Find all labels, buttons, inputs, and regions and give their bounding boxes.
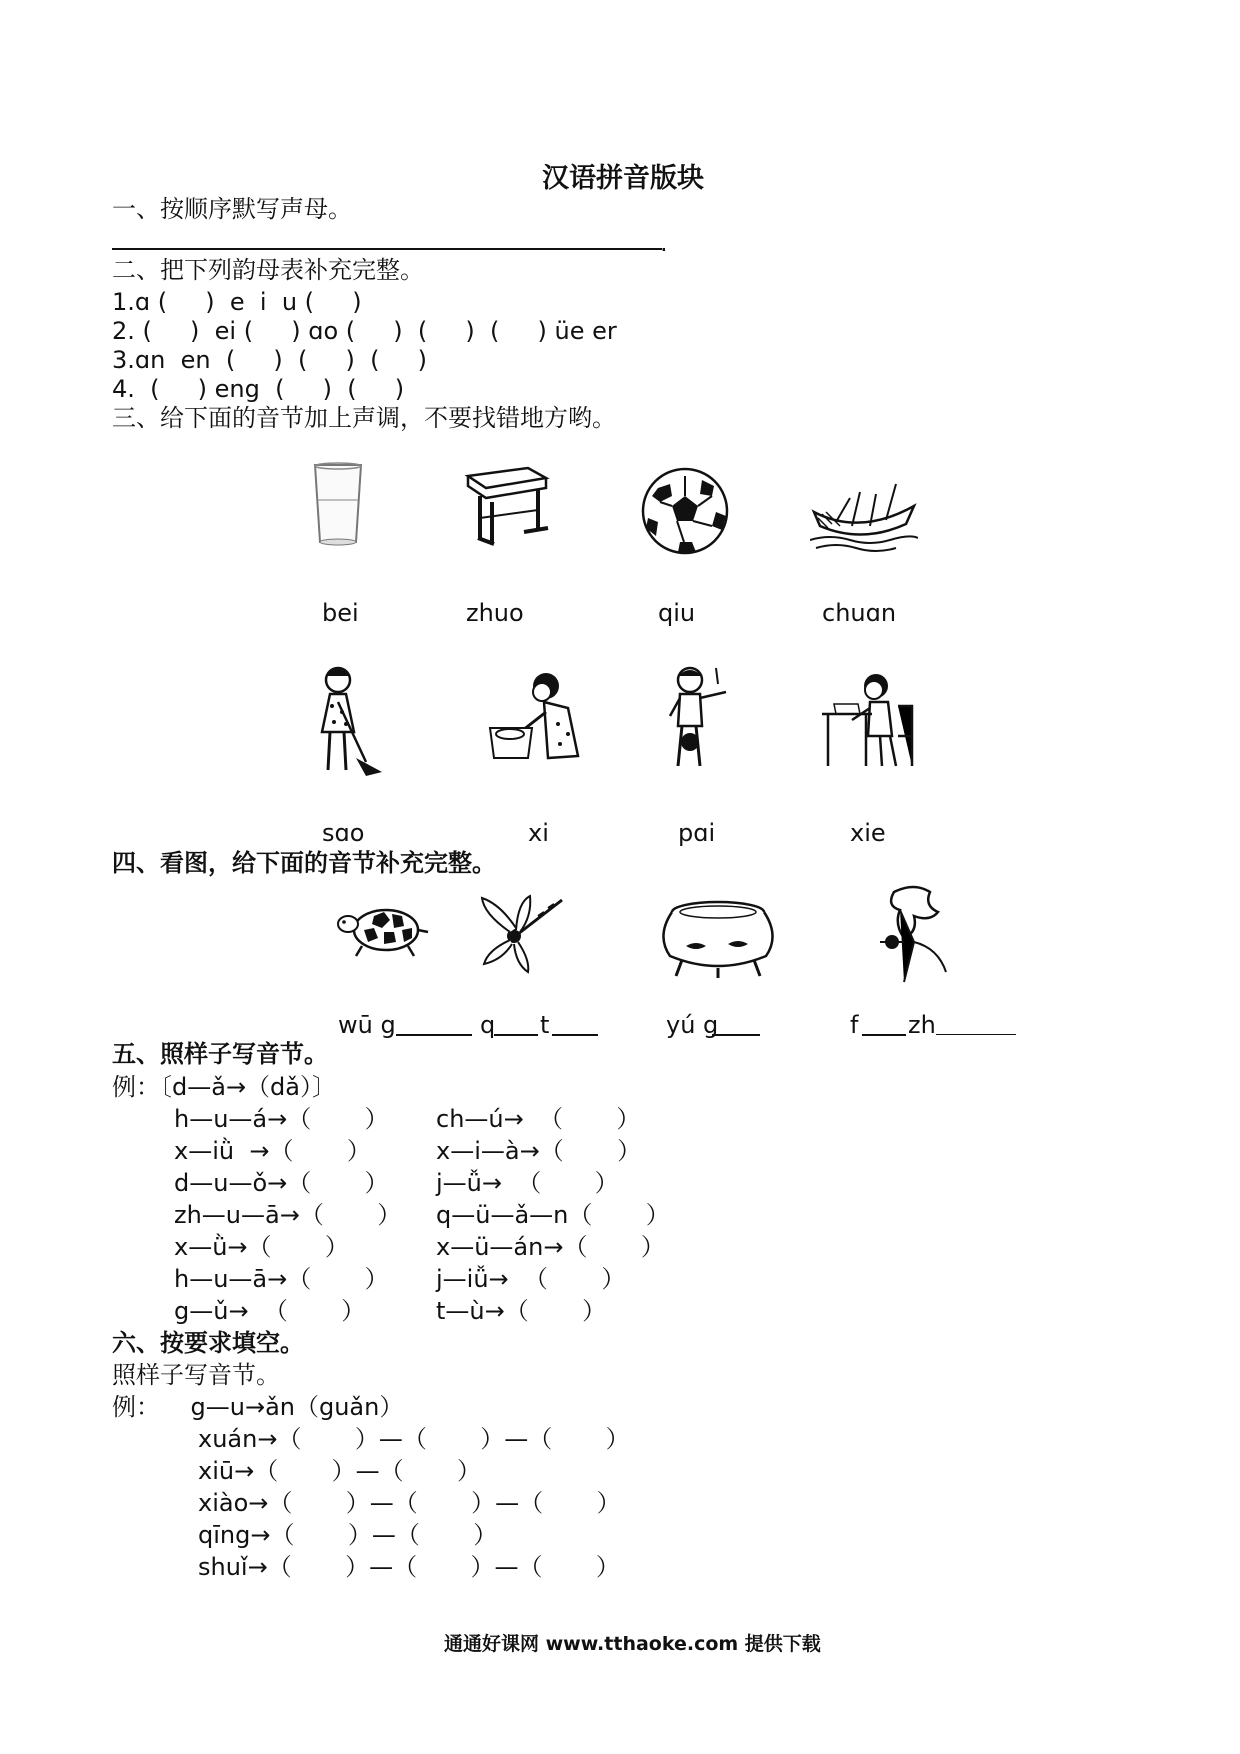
syllable-chuan: chuɑn <box>822 599 897 627</box>
syllable-qiu: qiu <box>658 599 696 627</box>
blank-line[interactable] <box>936 1034 1016 1035</box>
vowel-line-1: 1.ɑ ( ) e i u ( ) <box>112 288 362 316</box>
kite-picture <box>834 882 958 988</box>
glass-picture <box>312 462 364 546</box>
fill-yugang: yú g <box>666 1011 719 1039</box>
footer-source: 通通好课网 www.tthaoke.com 提供下载 <box>444 1633 821 1655</box>
section6-heading: 六、按要求填空。 <box>112 1329 304 1357</box>
exercise-right-5: x—ü—án→（ ） <box>436 1233 665 1261</box>
split-exercise-2: xiū→（ ）—（ ） <box>198 1457 481 1485</box>
fishbowl-picture <box>656 896 780 980</box>
split-exercise-1: xuán→（ ）—（ ）—（ ） <box>198 1425 630 1453</box>
exercise-left-3: d—u—ǒ→（ ） <box>174 1169 389 1197</box>
exercise-left-6: h—u—ā→（ ） <box>174 1265 389 1293</box>
turtle-picture <box>334 898 430 962</box>
fill-q: q <box>480 1011 496 1039</box>
blank-line[interactable] <box>552 1034 598 1036</box>
boat-picture <box>810 478 918 554</box>
split-exercise-3: xiào→（ ）—（ ）—（ ） <box>198 1489 621 1517</box>
exercise-left-7: g—ǔ→ （ ） <box>174 1297 366 1325</box>
blank-line[interactable] <box>862 1034 906 1036</box>
page-title: 汉语拼音版块 <box>542 163 704 194</box>
football-picture <box>640 466 730 556</box>
section6-subheading: 照样子写音节。 <box>112 1361 280 1389</box>
fill-f: f <box>850 1011 859 1039</box>
fill-t: t <box>540 1011 550 1039</box>
exercise-right-1: ch—ú→ （ ） <box>436 1105 641 1133</box>
boy-writing-picture <box>820 670 924 776</box>
fill-zh: zh <box>908 1011 936 1039</box>
section2-heading: 二、把下列韵母表补充完整。 <box>112 256 424 284</box>
vowel-line-3: 3.ɑn en ( ) ( ) ( ) <box>112 346 427 374</box>
fill-wugui: wū g <box>338 1011 396 1039</box>
exercise-right-2: x—i—à→（ ） <box>436 1137 642 1165</box>
section6-example: 例： g—u→ǎn（guǎn） <box>112 1393 404 1421</box>
blank-line[interactable] <box>712 1034 760 1036</box>
section5-example: 例：〔d—ǎ→（dǎ）〕 <box>112 1073 336 1101</box>
exercise-left-4: zh—u—ā→（ ） <box>174 1201 402 1229</box>
dragonfly-picture <box>478 894 568 974</box>
girl-sweeping-picture <box>316 662 388 780</box>
exercise-left-1: h—u—á→（ ） <box>174 1105 389 1133</box>
split-exercise-5: shuǐ→（ ）—（ ）—（ ） <box>198 1553 620 1581</box>
boy-ball-picture <box>660 664 738 776</box>
exercise-right-6: j—iǚ→ （ ） <box>436 1265 626 1293</box>
syllable-zhuo: zhuo <box>466 599 524 627</box>
syllable-xi: xi <box>528 819 549 847</box>
syllable-pai: pɑi <box>678 819 716 847</box>
desk-picture <box>458 462 550 554</box>
section4-heading: 四、看图，给下面的音节补充完整。 <box>112 849 496 877</box>
syllable-sao: sɑo <box>322 819 365 847</box>
section5-heading: 五、照样子写音节。 <box>112 1040 328 1068</box>
syllable-xie: xie <box>850 819 886 847</box>
vowel-line-2: 2. ( ) ei ( ) ɑo ( ) ( ) ( ) üe er <box>112 317 617 345</box>
exercise-right-7: t—ù→（ ） <box>436 1297 607 1325</box>
syllable-bei: bei <box>322 599 359 627</box>
exercise-right-4: q—ü—ǎ—n（ ） <box>436 1201 670 1229</box>
exercise-left-5: x—ǜ→（ ） <box>174 1233 349 1261</box>
exercise-right-3: j—ǚ→ （ ） <box>436 1169 619 1197</box>
section1-heading: 一、按顺序默写声母。 <box>112 195 352 223</box>
exercise-left-2: x—iǜ →（ ） <box>174 1137 371 1165</box>
blank-line[interactable] <box>396 1034 472 1036</box>
blank-line[interactable] <box>494 1034 538 1036</box>
split-exercise-4: qīng→（ ）—（ ） <box>198 1521 498 1549</box>
answer-line-period: . <box>660 229 668 257</box>
girl-washing-picture <box>488 668 588 772</box>
vowel-line-4: 4. ( ) eng ( ) ( ) <box>112 375 405 403</box>
section3-heading: 三、给下面的音节加上声调，不要找错地方哟。 <box>112 404 616 432</box>
answer-line <box>112 248 662 250</box>
